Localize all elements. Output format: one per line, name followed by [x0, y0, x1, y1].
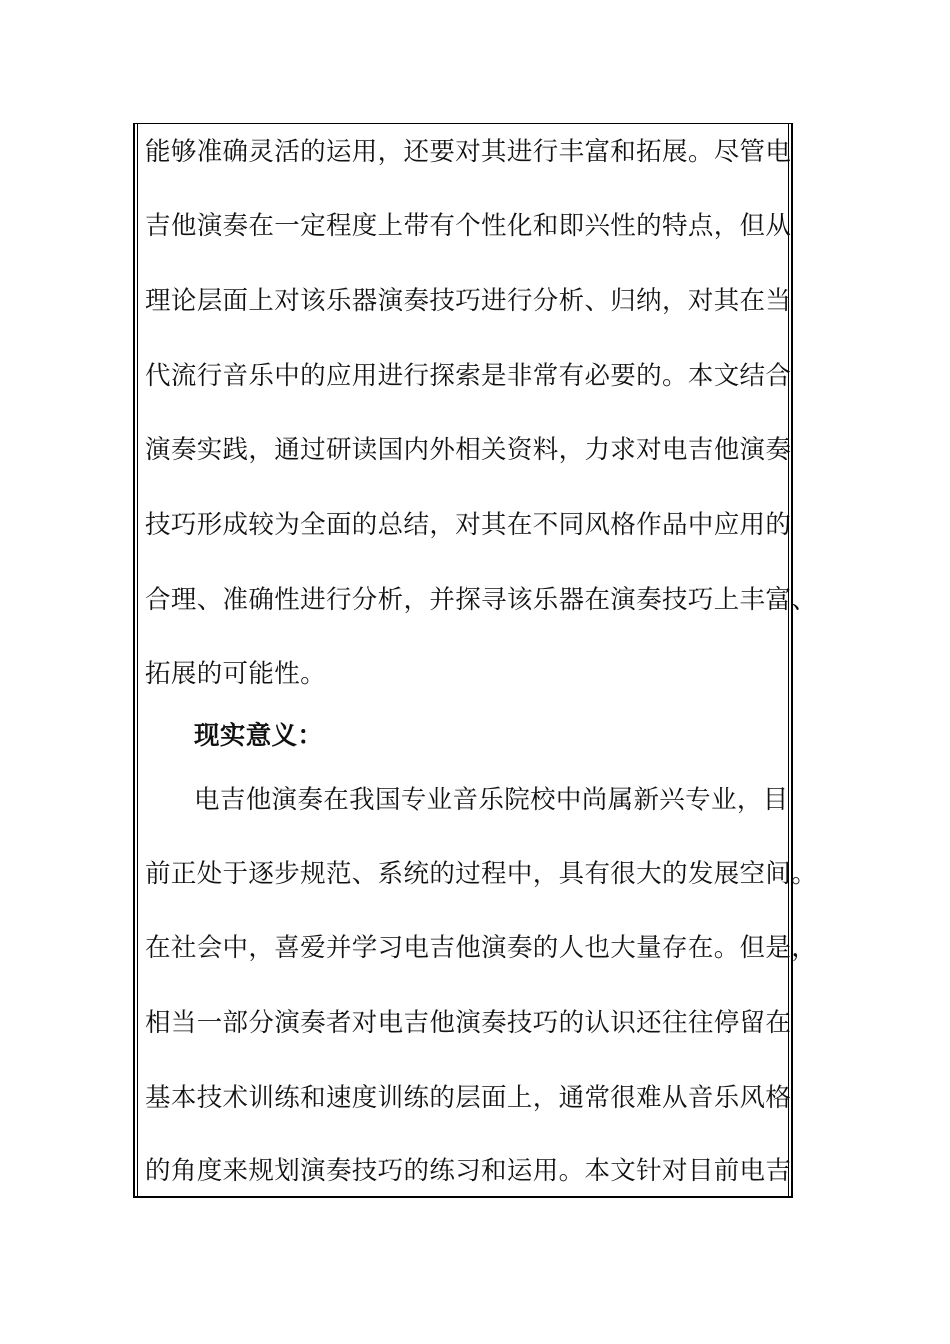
paragraph-line: 合理、准确性进行分析，并探寻该乐器在演奏技巧上丰富、: [145, 585, 818, 615]
paragraph-line: 理论层面上对该乐器演奏技巧进行分析、归纳，对其在当: [145, 286, 792, 316]
paragraph-line: 在社会中，喜爱并学习电吉他演奏的人也大量存在。但是，: [145, 933, 818, 963]
paragraph-line: 演奏实践，通过研读国内外相关资料，力求对电吉他演奏: [145, 435, 792, 465]
paragraph-line: 吉他演奏在一定程度上带有个性化和即兴性的特点，但从: [145, 211, 792, 241]
paragraph-line: 电吉他演奏在我国专业音乐院校中尚属新兴专业，目: [194, 785, 789, 815]
paragraph-line: 能够准确灵活的运用，还要对其进行丰富和拓展。尽管电: [145, 137, 792, 167]
paragraph-line: 前正处于逐步规范、系统的过程中，具有很大的发展空间。: [145, 859, 818, 889]
paragraph-line: 的角度来规划演奏技巧的练习和运用。本文针对目前电吉: [145, 1156, 792, 1186]
paragraph-line: 拓展的可能性。: [145, 659, 326, 689]
paragraph-line: 相当一部分演奏者对电吉他演奏技巧的认识还往往停留在: [145, 1008, 792, 1038]
section-heading: 现实意义：: [194, 721, 324, 751]
paragraph-line: 技巧形成较为全面的总结，对其在不同风格作品中应用的: [145, 510, 792, 540]
paragraph-line: 代流行音乐中的应用进行探索是非常有必要的。本文结合: [145, 361, 792, 391]
paragraph-line: 基本技术训练和速度训练的层面上，通常很难从音乐风格: [145, 1083, 792, 1113]
